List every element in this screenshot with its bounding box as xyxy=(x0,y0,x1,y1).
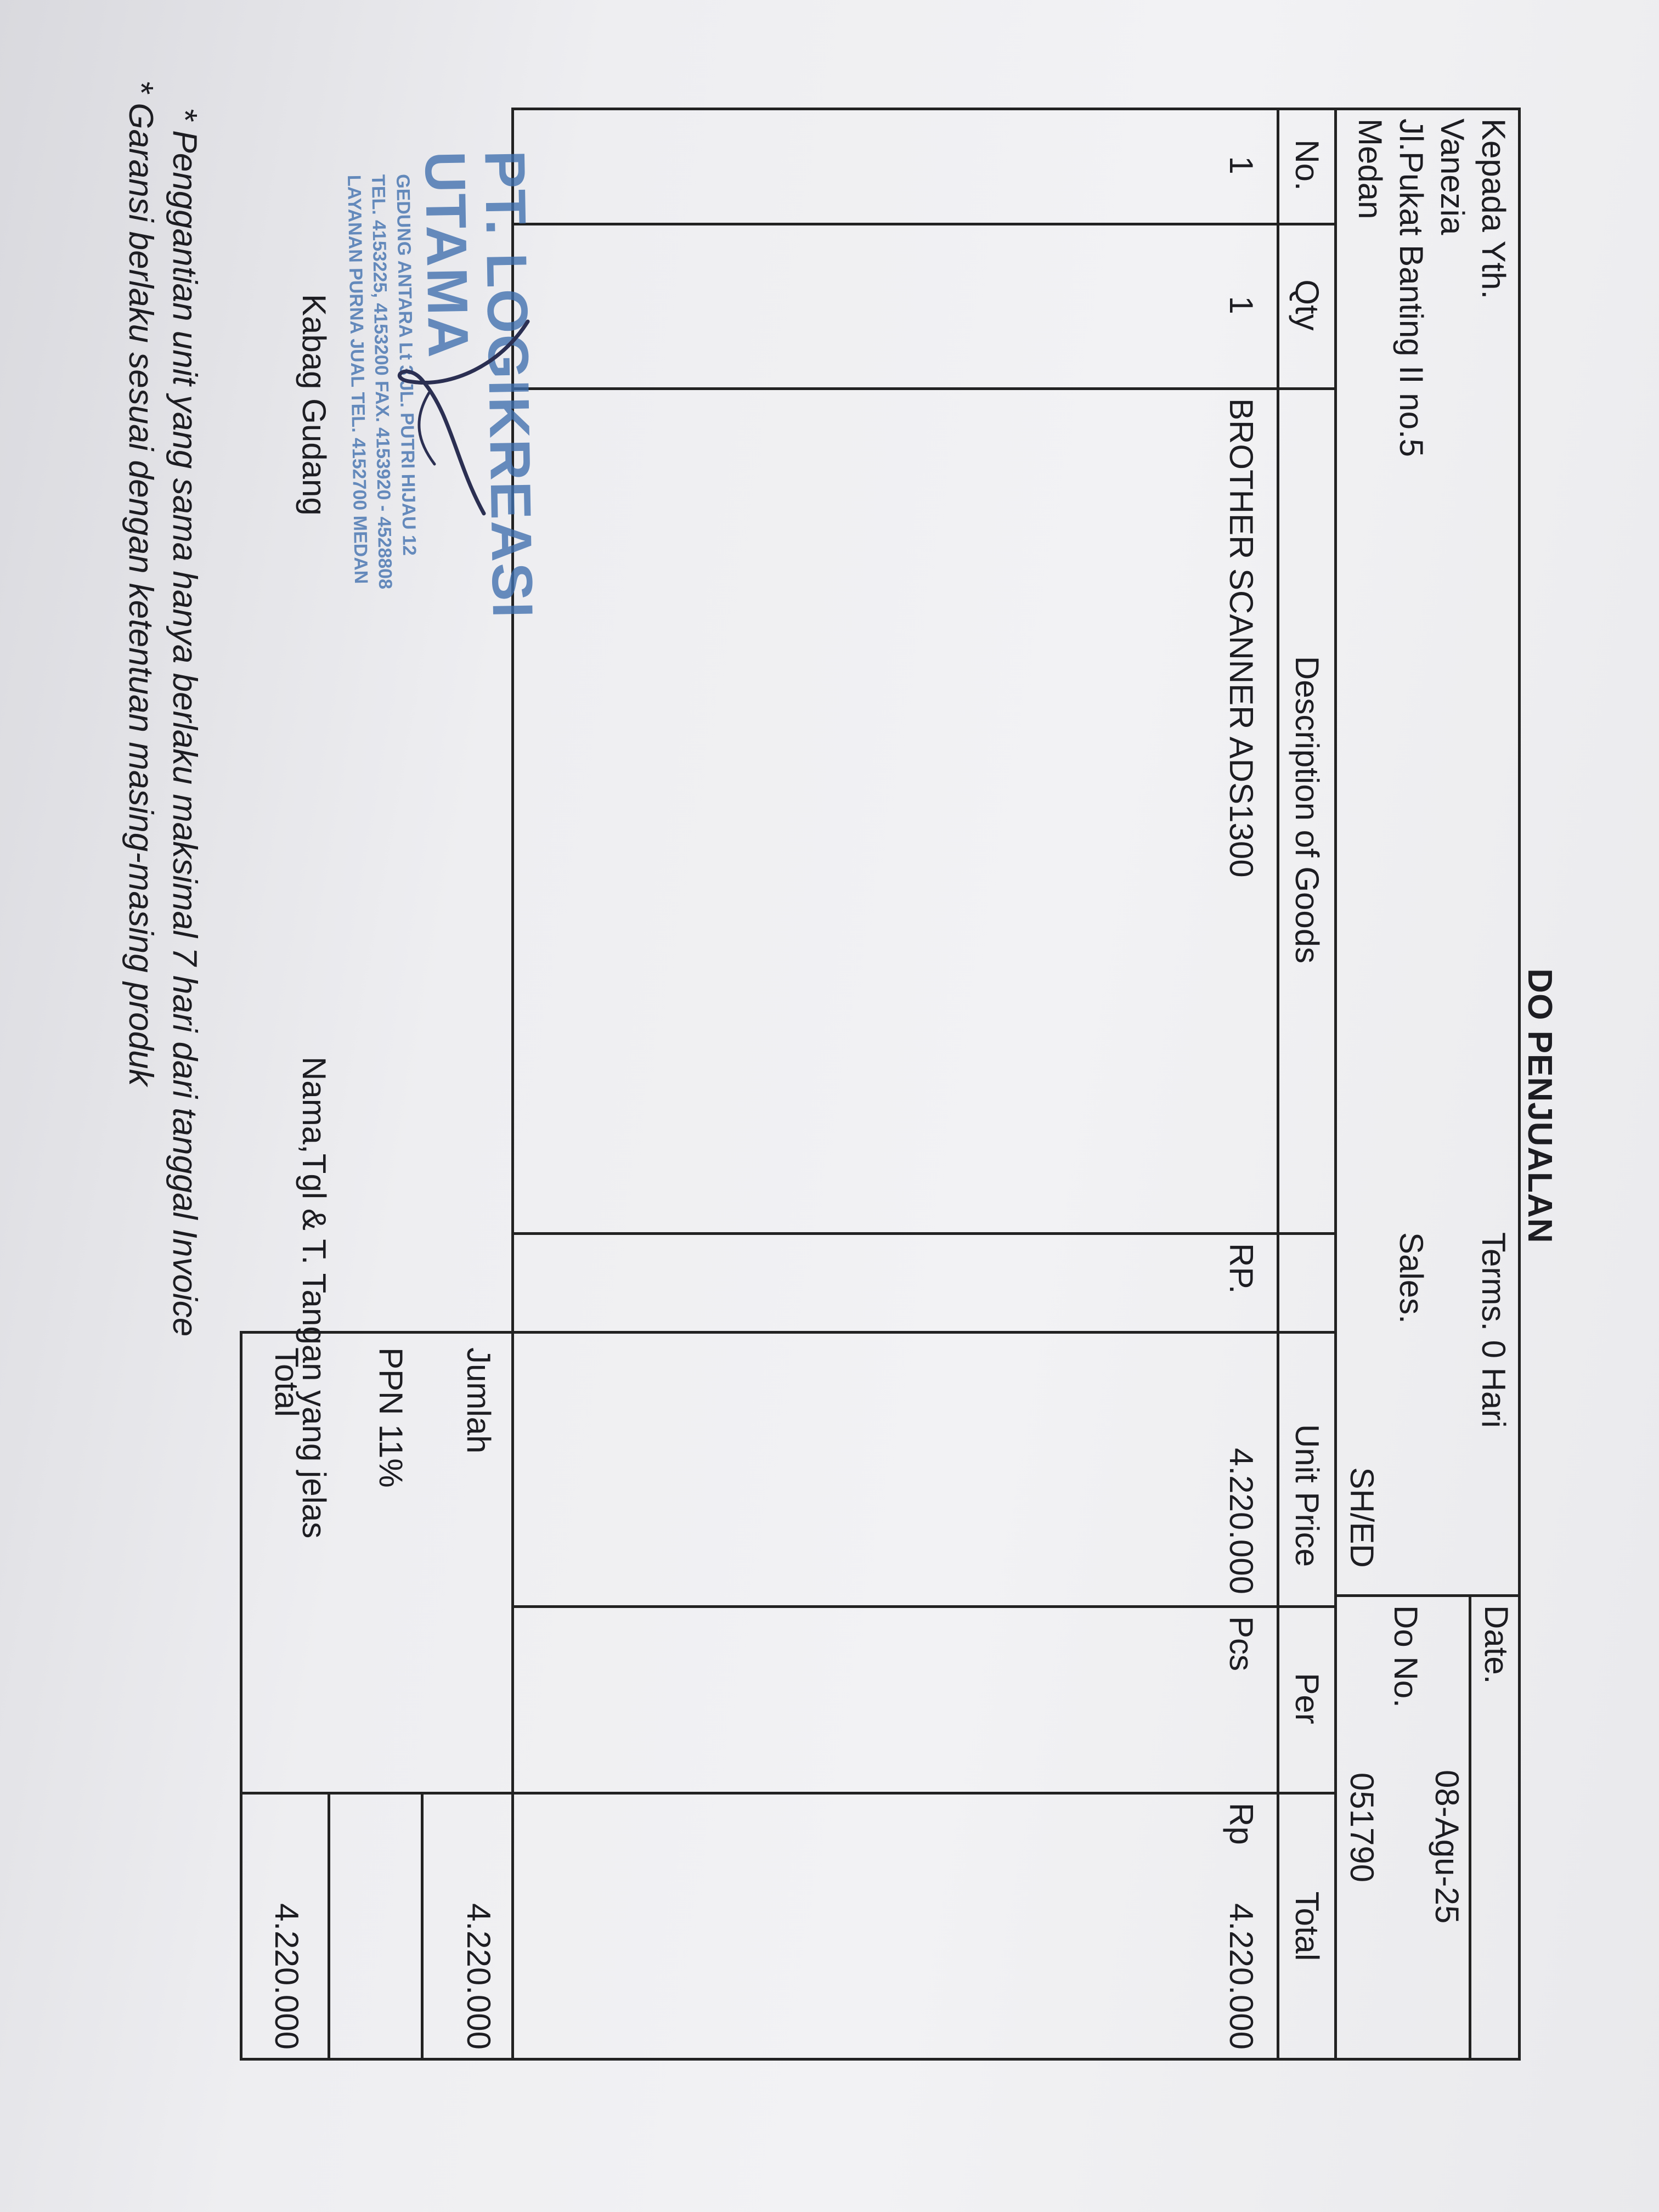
col-no: No. xyxy=(1289,139,1325,191)
stamp-line-2: TEL. 4153225, 4153200 FAX. 4153920 - 4528808 xyxy=(368,174,396,590)
row-currency-total: Rp xyxy=(1223,1803,1260,1845)
do-number-label: Do No. xyxy=(1387,1605,1424,1708)
total-label: Total xyxy=(268,1347,305,1417)
divider xyxy=(421,1792,424,2061)
divider xyxy=(511,387,1337,390)
divider xyxy=(511,1792,1337,1795)
ppn-label: PPN 11% xyxy=(373,1347,409,1488)
total-value: 4.220.000 xyxy=(268,1903,305,2050)
note-warranty: * Garansi berlaku sesuai dengan ketentuan masing-masing produk xyxy=(122,80,160,1086)
warehouse-head-label: Kabag Gudang xyxy=(296,294,332,516)
divider xyxy=(328,1792,330,2061)
delivery-order-document xyxy=(72,69,1587,2143)
row-currency: RP. xyxy=(1223,1243,1260,1294)
divider xyxy=(1469,1594,1471,2061)
receiver-label: Nama,Tgl & T. Tangan yang jelas xyxy=(296,1057,332,1539)
signature-scribble xyxy=(374,300,550,530)
row-per: Pcs xyxy=(1223,1616,1260,1672)
jumlah-label: Jumlah xyxy=(460,1347,497,1454)
divider xyxy=(511,1331,1337,1334)
recipient-name: Vanezia xyxy=(1434,119,1471,235)
stamp-line-3: LAYANAN PURNA JUAL TEL. 4152700 MEDAN xyxy=(343,174,372,584)
row-qty: 1 xyxy=(1223,296,1260,314)
do-number-value: 051790 xyxy=(1344,1772,1380,1883)
col-per: Per xyxy=(1289,1673,1325,1724)
stamp-company-name: PT. LOGIKREASI UTAMA xyxy=(413,149,545,620)
terms-text: Terms. 0 Hari xyxy=(1475,1232,1512,1428)
col-unit-price: Unit Price xyxy=(1289,1424,1325,1567)
sales-label: Sales. xyxy=(1393,1232,1430,1324)
recipient-address: Jl.Pukat Banting II no.5 xyxy=(1393,119,1430,458)
row-unit-price: 4.220.000 xyxy=(1223,1448,1260,1594)
recipient-label: Kepada Yth. xyxy=(1475,119,1512,300)
recipient-city: Medan xyxy=(1352,119,1389,219)
row-total: 4.220.000 xyxy=(1223,1903,1260,2050)
col-description: Description of Goods xyxy=(1289,656,1325,964)
note-replacement: * Penggantian unit yang sama hanya berlaku maksimal 7 hari dari tanggal Invoice xyxy=(166,108,204,1337)
jumlah-value: 4.220.000 xyxy=(460,1903,497,2050)
divider xyxy=(511,1232,1337,1235)
row-description: BROTHER SCANNER ADS1300 xyxy=(1223,398,1260,878)
col-total: Total xyxy=(1289,1891,1325,1961)
date-value: 08-Agu-25 xyxy=(1429,1770,1465,1924)
goods-table-body xyxy=(511,108,1279,2061)
document-title: DO PENJUALAN xyxy=(1521,968,1559,1244)
divider xyxy=(511,223,1337,225)
divider xyxy=(511,1605,1337,1608)
sales-code: SH/ED xyxy=(1344,1467,1380,1568)
col-qty: Qty xyxy=(1289,279,1325,331)
stamp-line-1: GEDUNG ANTARA Lt 3 JL. PUTRI HIJAU 12 xyxy=(392,173,420,556)
row-no: 1 xyxy=(1223,156,1260,174)
date-label: Date. xyxy=(1478,1605,1515,1684)
